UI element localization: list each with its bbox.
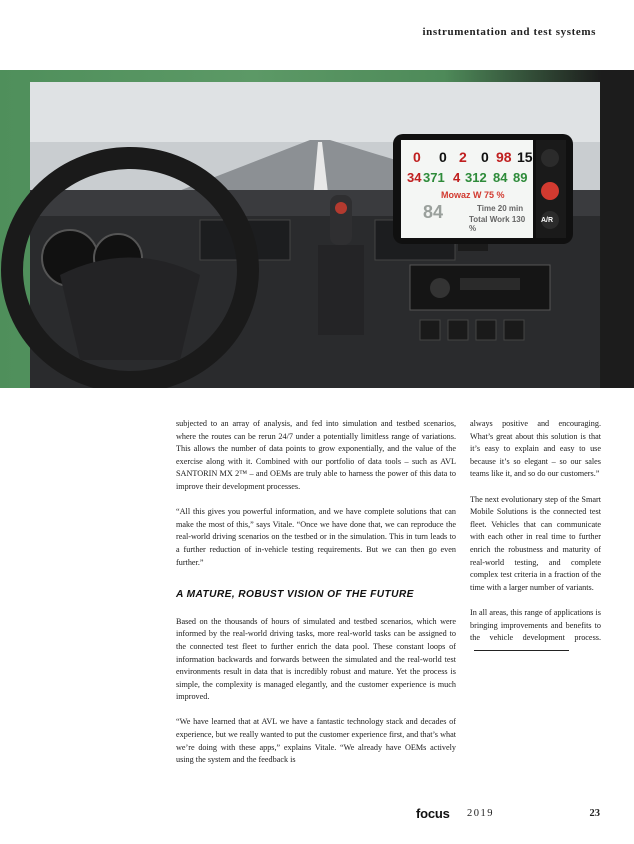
magazine-logo: focus [416,806,450,821]
phone-screen [401,140,533,238]
phone-value: 15 [517,149,533,165]
phone-time: Time 20 min [477,204,524,213]
phone-value: 312 [465,170,487,185]
phone-value: 89 [513,170,528,185]
end-of-article-rule [474,650,569,651]
section-header: instrumentation and test systems [422,26,596,38]
phone-value: 2 [459,149,467,165]
paragraph-text: In all areas, this range of applications is bringing improvements and benefits to the vehicle development process. [470,607,601,643]
phone-banner: Mowaz W 75 % [441,190,505,200]
paragraph: subjected to an array of analysis, and fed into simulation and testbed scenarios, where the routes can be rerun 24/7 under a potentially limitless range of variations. This allows the number of data points to grow exponentially, and the value of the exercise along with it. Combined with our portfolio of data tools – such as AVL SANTORIN MX 2™ – and OEMs are truly able to harness the power of this data to improve their development processes. [176,419,456,491]
paragraph: always positive and encouraging. What’s great about this solution is that it’s easy to explain and easy to use because it’s so elegant – so our sales teams like it, and so do our customers.” [470,419,601,479]
paragraph: “All this gives you powerful information, and we have complete solutions that can make the most of this,” says Vitale. “Once we have done that, we can reproduce the real-world driving scenarios on the testbed or in the simulation. This in turn leads to a further reduction of in-vehicle testing requirements. But we can then go even further.” [176,507,456,567]
issue-year: 2019 [467,808,494,819]
paragraph: Based on the thousands of hours of simulated and testbed scenarios, which were informed by the real-world driving tasks, more real-world tasks can be assigned to the connected test fleet to further enrich the data pool. These constant loops of information backwards and forwards between the simulated and the real-world test environments result in data that is incredibly robust and mature. Yet the process is simple, the complexity is managed elegantly, and the customer experience is much improved. [176,616,456,702]
phone-value: 84 [423,202,444,222]
left-column [176,418,456,779]
phone-value: 84 [493,170,508,185]
paragraph: The next evolutionary step of the Smart Mobile Solutions is the connected test fleet. Vehicles that can communicate with each other in real time to further enrich the robustness and maturity of real-world testing, and complete complex test criteria in a fraction of the time with a larger number of variants. [470,494,601,592]
final-paragraph [470,607,601,657]
phone-value: 4 [453,170,461,185]
subheading: A MATURE, ROBUST VISION OF THE FUTURE [176,589,414,601]
page-number: 23 [589,808,600,819]
right-column [470,418,601,670]
phone-value: 34 [407,170,422,185]
truck-cab-photo [0,70,634,388]
phone-value: 371 [423,170,445,185]
page-footer [0,806,634,822]
phone-value: 0 [439,149,447,165]
phone-action-label: A/R [541,217,554,224]
phone-value: 0 [481,149,489,165]
phone-value: 0 [413,149,421,165]
phone-value: 98 [496,149,512,165]
paragraph: “We have learned that at AVL we have a fantastic technology stack and decades of experience, but we really wanted to put the customer experience first, and that’s what we’re doing with these apps,” explains Vitale. “We already have OEMs actively using the system and the feedback is [176,717,456,765]
phone-total: Total Work 130 % [469,215,526,233]
